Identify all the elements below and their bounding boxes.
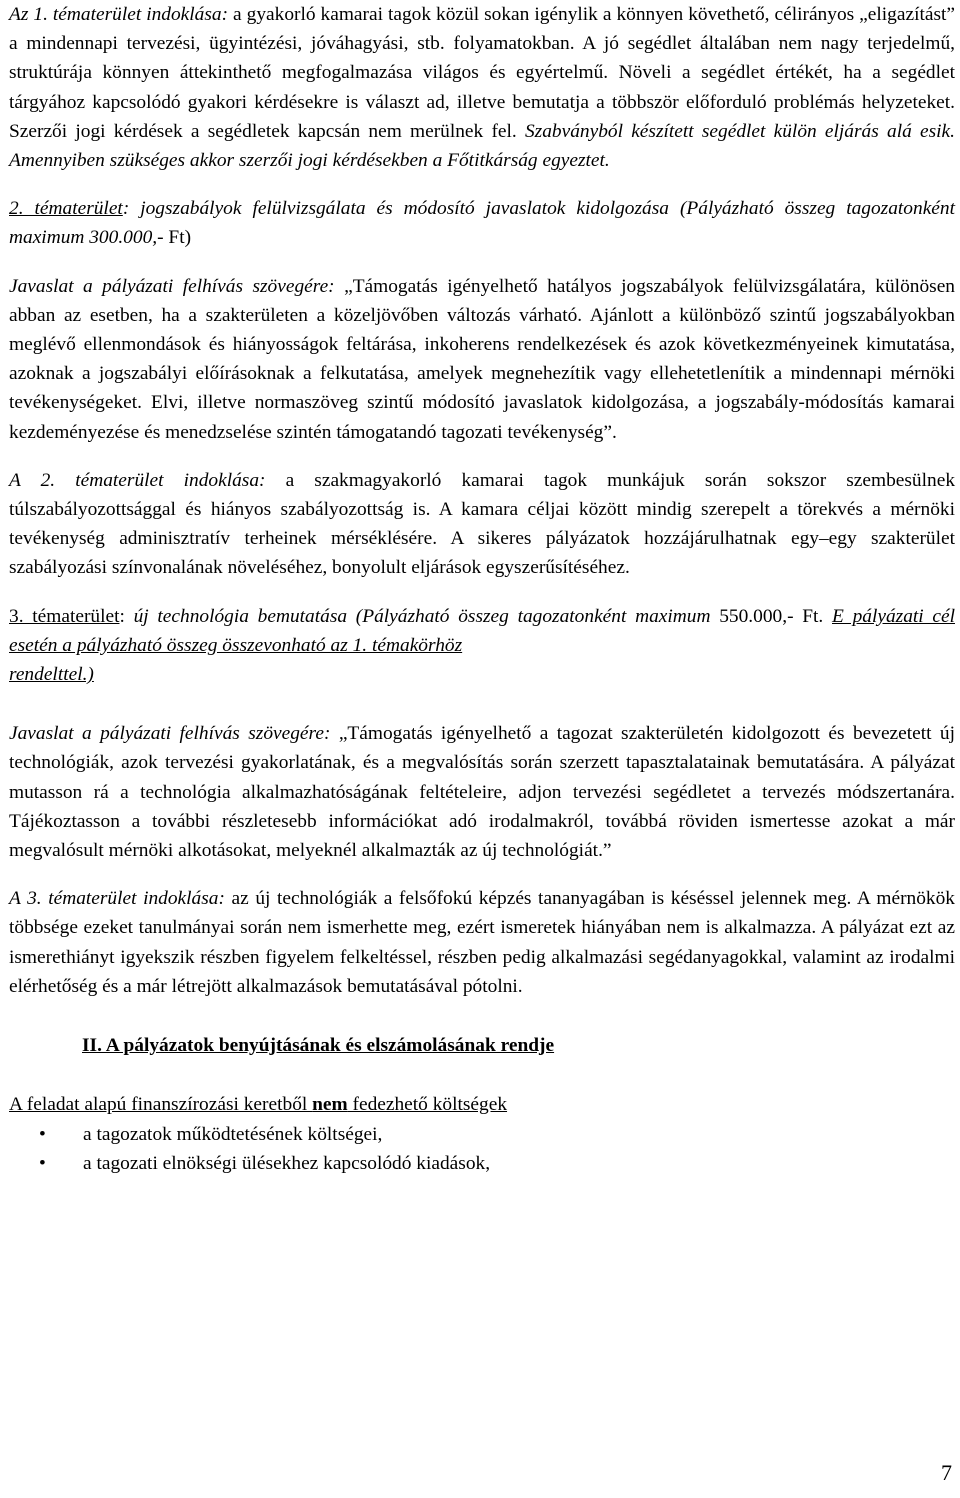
paragraph-topic2-title: 2. tématerület: jogszabályok felülvizsgálata és módosító javaslatok kidolgozása (Pályázható összeg tagozatonként maximum 300.000,- Ft) — [9, 198, 955, 249]
topic3-merge-note: E pályázati cél esetén a pályázható összeg összevonható az 1. témakörhöz — [9, 605, 955, 656]
list-item: • a tagozatok működtetésének költségei, — [9, 1120, 955, 1149]
bullet-icon: • — [39, 1123, 46, 1145]
paragraph-topic3-title: 3. tématerület: új technológia bemutatása (Pályázható összeg tagozatonként maximum 550.000,- Ft. E pályázati cél esetén a pályázható összeg összevonható az 1. témakörhöz rendelttel.) — [9, 605, 955, 686]
paragraph-topic2-justification: A 2. tématerület indoklása: a szakmagyakorló kamarai tagok munkájuk során sokszor szembesülnek túlszabályozottsággal és hiányos szabályozottság is. A kamara céljai között mindig szerepelt a törekvés a mérnöki tevékenység adminisztratív terheinek mérséklésére. A sikeres pályázatok hozzájárulhatnak egy–egy szakterület szabályozási színvonalának növeléséhez, bonyolult eljárások egyszerűsítéséhez. — [9, 469, 956, 579]
topic1-copyright-note: Szabványból készített segédlet külön eljárás alá esik. Amennyiben szükséges akkor szerzői jogi kérdésekben a Főtitkárság egyeztet. — [9, 120, 955, 172]
paragraph-topic1-justification: Az 1. tématerület indoklása: a gyakorló kamarai tagok közül sokan igénylik a könnyen követhető, célirányos „eligazítást” a mindennapi tervezési, ügyintézési, jóváhagyási, stb. folyamatokban. A jó segédlet általában nem nagy terjedelmű, struktúrája könnyen áttekinthető megfogalmazása világos és egyértelmű. Növeli a segédlet értékét, ha a segédlet tárgyához kapcsolódó gyakori kérdésekre is választ ad, illetve bemutatja a többször előforduló problémás helyzeteket. Szerzői jogi kérdések a segédletek kapcsán nem merülnek fel. Szabványból készített segédlet külön eljárás alá esik. Amennyiben szükséges akkor szerzői jogi kérdésekben a Főtitkárság egyeztet. — [9, 4, 955, 172]
topic3-justification-lead: A 3. tématerület indoklása: — [9, 888, 225, 910]
costs-list — [9, 1120, 955, 1178]
bullet-icon: • — [39, 1152, 46, 1174]
costs-heading: A feladat alapú finanszírozási keretből nem fedezhető költségek — [9, 1094, 508, 1116]
topic2-label: 2. tématerület — [9, 198, 123, 220]
proposal-lead: Javaslat a pályázati felhívás szövegére: — [9, 275, 335, 297]
paragraph-topic3-proposal: Javaslat a pályázati felhívás szövegére: „Támogatás igényelhető a tagozat szakterületén kidolgozott és bevezetett új technológiák, azok tervezési gyakorlatának, és a megvalósítás során szerzett tapasztalatainak bemutatására. A pályázat mutasson rá a technológia alkalmazhatóságának feltételeire, adjon tervezési segédletet a tervezés módszertanára. Tájékoztasson a további részletesebb információkat adó irodalmakról, továbbá röviden ismertesse azokat a már megvalósult mérnöki alkotásokat, melyeknél alkalmazták az új technológiát.” — [9, 723, 955, 862]
page-number: 7 — [941, 1460, 952, 1485]
paragraph-topic2-proposal: Javaslat a pályázati felhívás szövegére: „Támogatás igényelhető hatályos jogszabályok felülvizsgálatára, különösen abban az esetben, ha a szakterületen a közeljövőben változás várható. Ajánlott a különböző szintű jogszabályokban meglévő ellenmondások és hiányosságok feltárása, inkoherens rendelkezések és azok következményeinek kimutatása, azoknak a jogszabályi előírásoknak a felkutatása, amelyek megnehezítik vagy ellehetetlenítik a mindennapi mérnöki tevékenységeket. Elvi, illetve normaszöveg szintű módosító javaslatok kidolgozása, a jogszabály-módosítás kamarai kezdeményezése és menedzselése szintén támogatandó tagozati tevékenység”. — [9, 275, 955, 443]
document-page — [9, 0, 955, 1178]
list-item: • a tagozati elnökségi ülésekhez kapcsolódó kiadások, — [9, 1149, 955, 1178]
proposal-lead: Javaslat a pályázati felhívás szövegére: — [9, 723, 331, 745]
topic3-label: 3. tématerület — [9, 605, 120, 627]
section-heading: II. A pályázatok benyújtásának és elszámolásának rendje — [82, 1035, 555, 1057]
topic2-justification-lead: A 2. tématerület indoklása: — [9, 469, 266, 491]
paragraph-topic3-justification: A 3. tématerület indoklása: az új technológiák a felsőfokú képzés tananyagában is késéssel jelennek meg. A mérnökök többsége ezeket tanulmányai során nem ismerhette meg, ezért ismeretek hiányában nem is alkalmazza. A pályázat ezt az ismerethiányt igyekszik részben figyelem felkeltéssel, részben pedig alkalmazási segédanyagokkal, valamint az irodalmi elérhetőség és a már létrejött alkalmazások bemutatásával pótolni. — [9, 888, 956, 997]
topic1-justification-lead: Az 1. tématerület indoklása: — [9, 4, 229, 25]
